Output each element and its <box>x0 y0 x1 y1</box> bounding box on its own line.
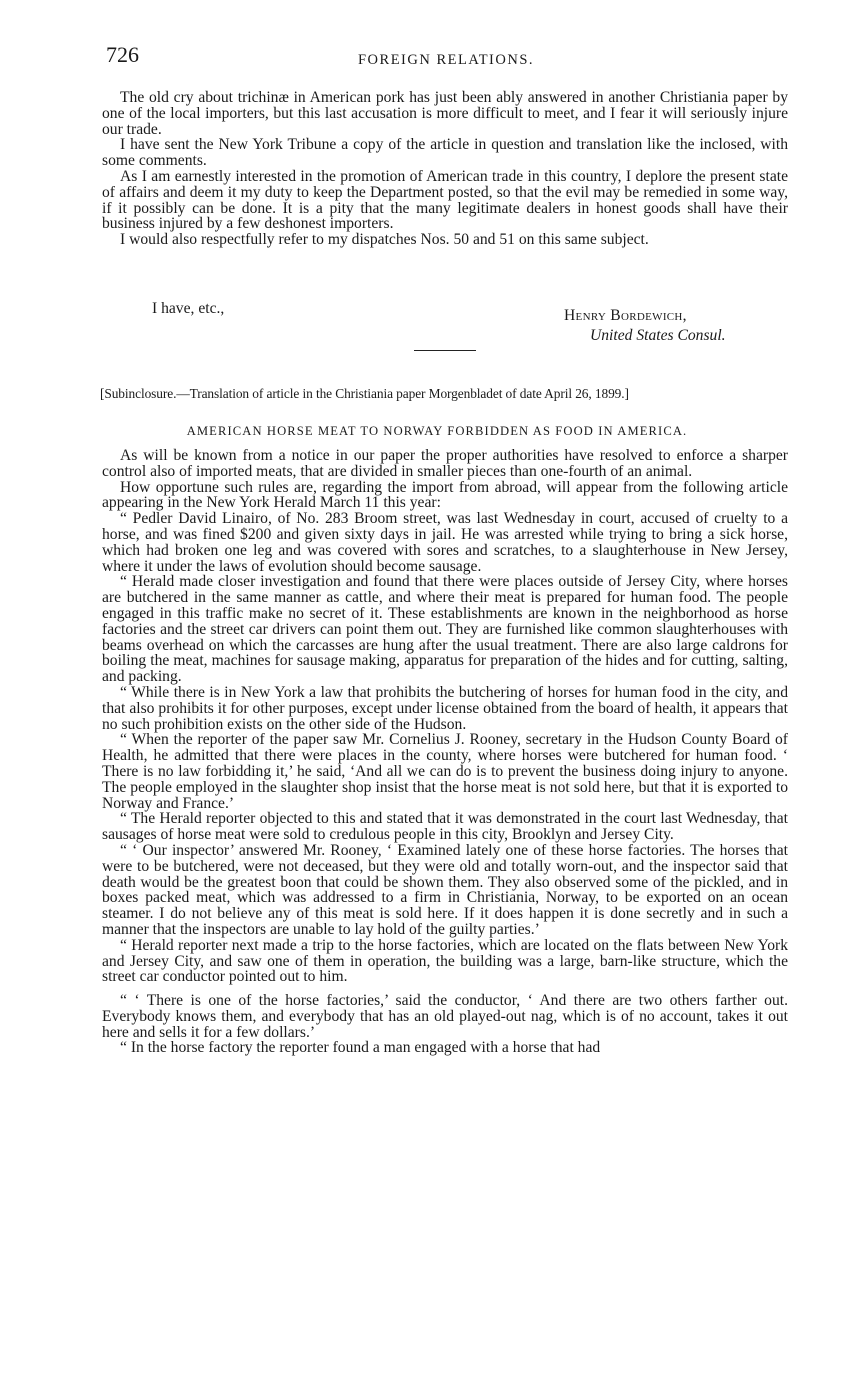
closing-line: I have, etc., <box>152 300 225 317</box>
article-body <box>102 448 788 1056</box>
article-paragraph: “ Herald reporter next made a trip to the horse factories, which are located on the flats between New York and Jersey City, and saw one of them in operation, the building was a large, barn-like structure, which the street car conductor pointed out to him. <box>102 936 788 986</box>
letter-paragraph: As I am earnestly interested in the promotion of American trade in this country, I deplore the present state of affairs and deem it my duty to keep the Department posted, so that the evil may be remedied in some way, if it possibly can be done. It is a pity that the many legitimate dealers in honest goods shall have their business injured by a few deshonest importers. <box>102 167 788 233</box>
article-title: AMERICAN HORSE MEAT TO NORWAY FORBIDDEN AS FOOD IN AMERICA. <box>186 424 688 438</box>
signature-title: United States Consul. <box>590 327 726 344</box>
running-head: FOREIGN RELATIONS. <box>357 52 535 68</box>
article-paragraph: As will be known from a notice in our paper the proper authorities have resolved to enforce a sharper control also of imported meats, that are divided in smaller pieces than one-fourth of an animal. <box>102 447 788 480</box>
signature <box>564 306 726 346</box>
article-paragraph: “ Herald made closer investigation and found that there were places outside of Jersey City, where horses are butchered in the same manner as cattle, and where their meat is prepared for human food. The people engaged in this traffic make no secret of it. These establishments are known in the neighborhood as horse factories and the street car drivers can point them out. They are furnished like common slaughterhouses with beams overhead on which the carcasses are hung after the usual treatment. There are also large caldrons for boiling the meat, machines for sausage making, apparatus for preparation of the hides and for cutting, salting, and packing. <box>102 573 788 686</box>
article-paragraph: “ While there is in New York a law that prohibits the butchering of horses for human food in the city, and that also prohibits it for other purposes, except under license obtained from the board of health, it appears that no such prohibition exists on the other side of the Hudson. <box>102 683 788 733</box>
letter-paragraph: The old cry about trichinæ in American pork has just been ably answered in another Christiania paper by one of the local importers, but this last accusation is more difficult to meet, and I fear it will seriously injure our trade. <box>102 89 788 138</box>
article-paragraph: “ The Herald reporter objected to this and stated that it was demonstrated in the court last Wednesday, that sausages of horse meat were sold to credulous people in this city, Brooklyn and Jersey City. <box>102 810 788 844</box>
letter-paragraph: I have sent the New York Tribune a copy of the article in question and translation like the inclosed, with some comments. <box>102 136 788 170</box>
subinclosure-note: [Subinclosure.—Translation of article in the Christiania paper Morgenbladet of date April 26, 1899.] <box>100 386 629 401</box>
article-paragraph: “ ‘ Our inspector’ answered Mr. Rooney, ‘ Examined lately one of these horse factories. The horses that were to be butchered, were not deceased, but they were old and totally worn-out, and the inspector said that death would be the greatest boon that could be shown them. They also observed some of the pickled, and in boxes packed meat, which was addressed to a firm in Christiania, Norway, to be exported on an ocean steamer. I do not believe any of this meat is sold here. If it does happen it is done secretly and in such a manner that the inspectors are unable to lay hold of the guilty parties.’ <box>102 841 788 938</box>
page-number: 726 <box>106 42 139 67</box>
article-paragraph: “ Pedler David Linairo, of No. 283 Broom street, was last Wednesday in court, accused of cruelty to a horse, and was fined $200 and given sixty days in jail. He was arrested while trying to bring a sick horse, which had broken one leg and was covered with sores and scratches, to a slaughterhouse in New Jersey, where it under the laws of evolution should become sausage. <box>102 510 788 575</box>
article-paragraph: “ In the horse factory the reporter found a man engaged with a horse that had <box>120 1039 601 1057</box>
article-paragraph: “ When the reporter of the paper saw Mr. Cornelius J. Rooney, secretary in the Hudson County Board of Health, he admitted that there were places in the county, where horses were butchered for human food. ‘ There is no law forbidding it,’ he said, ‘And all we can do is to prevent the business doing injury to anyone. The people employed in the slaughter shop insist that the horse meat is not sold here, but that it is exported to Norway and France.’ <box>102 731 788 812</box>
article-paragraph: How opportune such rules are, regarding the import from abroad, will appear from the following article appearing in the New York Herald March 11 this year: <box>102 478 788 512</box>
letter-body <box>102 90 788 248</box>
letter-paragraph: I would also respectfully refer to my dispatches Nos. 50 and 51 on this same subject. <box>120 231 649 249</box>
article-paragraph: “ ‘ There is one of the horse factories,’ said the conductor, ‘ And there are two others farther out. Everybody knows them, and everybody that has an old played-out nag, which is of no account, takes it out here and sells it for a few dollars.’ <box>102 992 788 1041</box>
section-divider <box>414 350 476 351</box>
signature-name: Henry Bordewich, <box>564 307 687 324</box>
